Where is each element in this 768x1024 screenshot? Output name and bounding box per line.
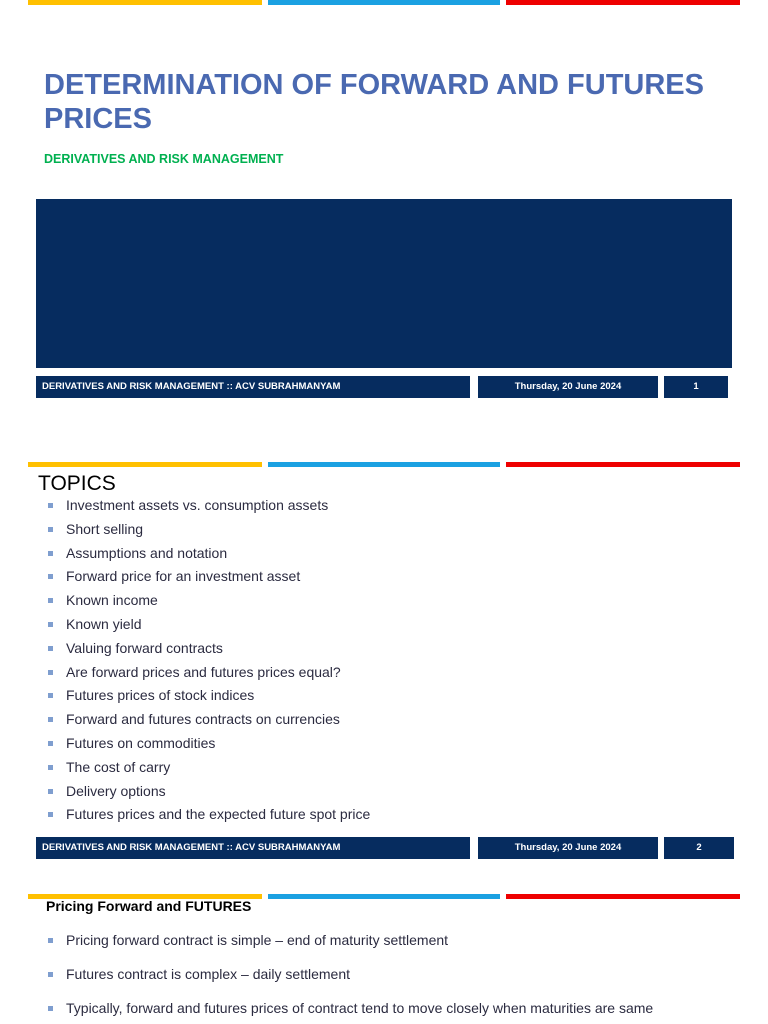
list-item-text: Valuing forward contracts	[66, 639, 223, 656]
accent-bar-red	[506, 0, 740, 5]
topic-list	[48, 494, 370, 827]
list-item-text: Futures prices of stock indices	[66, 687, 255, 704]
bullet-list	[48, 928, 653, 1024]
slide-1	[0, 0, 768, 420]
square-bullet-icon	[48, 789, 53, 794]
list-item	[48, 661, 370, 685]
list-item	[48, 589, 370, 613]
accent-bar-blue	[268, 0, 500, 5]
square-bullet-icon	[48, 765, 53, 770]
list-item	[48, 996, 653, 1024]
slide-subtitle: DERIVATIVES AND RISK MANAGEMENT	[44, 152, 284, 166]
title-banner	[36, 199, 732, 368]
list-item	[48, 684, 370, 708]
square-bullet-icon	[48, 717, 53, 722]
list-item	[48, 613, 370, 637]
list-item	[48, 637, 370, 661]
list-item-text: Futures on commodities	[66, 734, 216, 751]
list-item	[48, 494, 370, 518]
accent-bar-yellow	[28, 462, 262, 467]
square-bullet-icon	[48, 527, 53, 532]
accent-bar-red	[506, 462, 740, 467]
square-bullet-icon	[48, 1006, 53, 1011]
list-item-text: Forward and futures contracts on currencies	[66, 711, 340, 728]
topics-heading: TOPICS	[38, 472, 116, 495]
square-bullet-icon	[48, 574, 53, 579]
square-bullet-icon	[48, 551, 53, 556]
accent-bar-blue	[268, 894, 500, 899]
list-item	[48, 803, 370, 827]
list-item	[48, 518, 370, 542]
accent-bar-blue	[268, 462, 500, 467]
list-item	[48, 780, 370, 804]
footer-page-number: 1	[664, 376, 728, 398]
slide-3	[0, 884, 768, 1024]
slide-2	[0, 450, 768, 870]
slide-title: DETERMINATION OF FORWARD AND FUTURES PRICES	[44, 69, 704, 135]
list-item-text: Short selling	[66, 520, 144, 537]
footer-course: DERIVATIVES AND RISK MANAGEMENT :: ACV SUBRAHMANYAM	[36, 837, 470, 859]
square-bullet-icon	[48, 938, 53, 943]
square-bullet-icon	[48, 622, 53, 627]
list-item-text: Delivery options	[66, 782, 166, 799]
list-item-text: Pricing forward contract is simple – end of maturity settlement	[66, 932, 449, 948]
square-bullet-icon	[48, 670, 53, 675]
list-item-text: Futures contract is complex – daily settlement	[66, 966, 351, 982]
list-item-text: Assumptions and notation	[66, 544, 228, 561]
list-item-text: Futures prices and the expected future spot price	[66, 806, 371, 823]
square-bullet-icon	[48, 598, 53, 603]
footer-page-number: 2	[664, 837, 734, 859]
accent-bars	[28, 0, 740, 6]
square-bullet-icon	[48, 693, 53, 698]
accent-bar-yellow	[28, 0, 262, 5]
square-bullet-icon	[48, 741, 53, 746]
list-item-text: The cost of carry	[66, 758, 171, 775]
accent-bars	[28, 462, 740, 468]
list-item	[48, 732, 370, 756]
list-item-text: Known yield	[66, 615, 142, 632]
list-item	[48, 565, 370, 589]
list-item	[48, 542, 370, 566]
list-item-text: Known income	[66, 592, 158, 609]
footer-date: Thursday, 20 June 2024	[478, 837, 658, 859]
accent-bar-red	[506, 894, 740, 899]
square-bullet-icon	[48, 972, 53, 977]
list-item	[48, 962, 653, 996]
list-item-text: Typically, forward and futures prices of contract tend to move closely when maturities are same	[66, 1000, 654, 1016]
square-bullet-icon	[48, 812, 53, 817]
list-item	[48, 756, 370, 780]
list-item-text: Are forward prices and futures prices equal?	[66, 663, 341, 680]
footer-course: DERIVATIVES AND RISK MANAGEMENT :: ACV SUBRAHMANYAM	[36, 376, 470, 398]
slide-heading: Pricing Forward and FUTURES	[46, 898, 252, 914]
list-item-text: Forward price for an investment asset	[66, 568, 301, 585]
square-bullet-icon	[48, 646, 53, 651]
footer-date: Thursday, 20 June 2024	[478, 376, 658, 398]
list-item-text: Investment assets vs. consumption assets	[66, 497, 329, 513]
list-item	[48, 928, 653, 962]
list-item	[48, 708, 370, 732]
square-bullet-icon	[48, 503, 53, 508]
